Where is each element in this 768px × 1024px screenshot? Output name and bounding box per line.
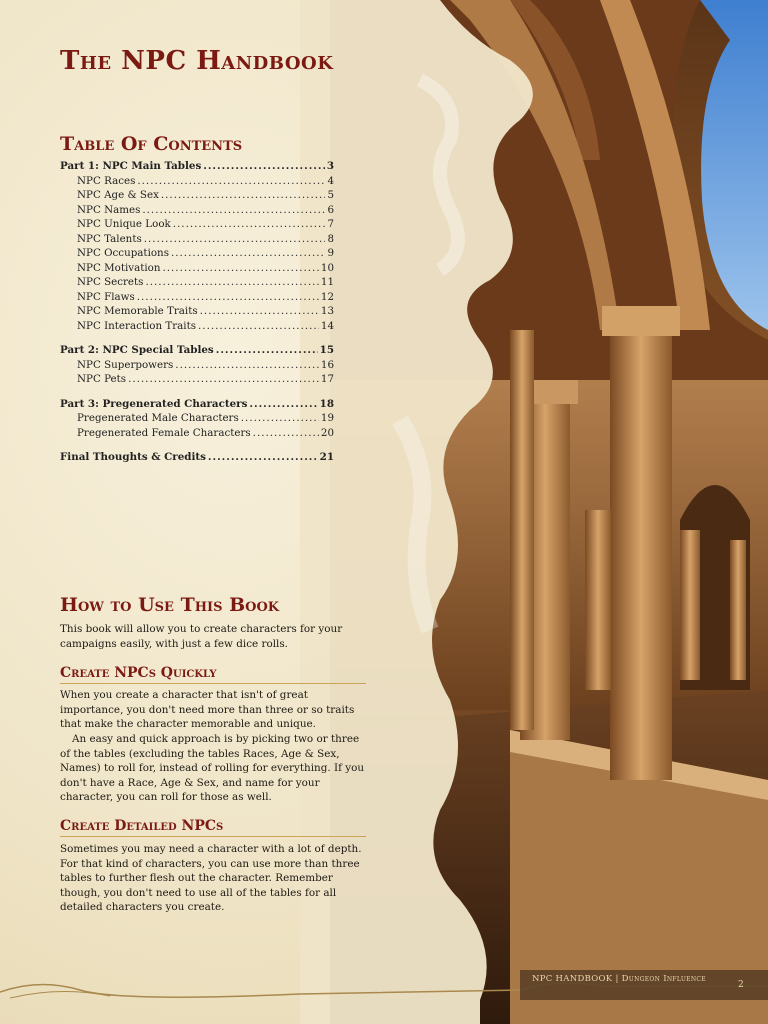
toc-item[interactable]: NPC Superpowers ..... 16 <box>60 359 334 374</box>
toc-part[interactable]: Final Thoughts & Credits ..... 21 <box>60 451 334 466</box>
how-to-heading: How to Use This Book <box>60 594 280 616</box>
document-title: The NPC Handbook <box>60 46 334 76</box>
detailed-heading: Create Detailed NPCs <box>60 818 366 837</box>
toc-item[interactable]: NPC Age & Sex ..... 5 <box>60 189 334 204</box>
quick-paragraph-2: An easy and quick approach is by picking two or three of the tables (excluding the tables Races, Age & Sex, Names) to roll for, instead of rolling for everything. If you don't have a Race, Age & Sex, and name for your character, you can roll for those as well. <box>60 733 365 804</box>
toc-part[interactable]: Part 1: NPC Main Tables ..... 3 <box>60 160 334 175</box>
toc-item[interactable]: NPC Unique Look ..... 7 <box>60 218 334 233</box>
toc-part[interactable]: Part 2: NPC Special Tables ..... 15 <box>60 344 334 359</box>
toc-item[interactable]: NPC Occupations ..... 9 <box>60 247 334 262</box>
quick-heading: Create NPCs Quickly <box>60 665 366 684</box>
toc-item[interactable]: Pregenerated Male Characters ..... 19 <box>60 412 334 427</box>
toc-item[interactable]: Pregenerated Female Characters ..... 20 <box>60 427 334 442</box>
toc-item[interactable]: NPC Motivation ..... 10 <box>60 262 334 277</box>
toc-item[interactable]: NPC Pets ..... 17 <box>60 373 334 388</box>
page-number: 2 <box>738 980 744 990</box>
toc-item[interactable]: NPC Races ..... 4 <box>60 175 334 190</box>
table-of-contents <box>60 160 334 466</box>
toc-item[interactable]: NPC Talents ..... 8 <box>60 233 334 248</box>
quick-paragraph-1: When you create a character that isn't of great importance, you don't need more than three or so traits that make the character memorable and unique. <box>60 689 355 731</box>
footer-text: NPC HANDBOOK | Dungeon Influence <box>532 974 706 984</box>
toc-heading: Table Of Contents <box>60 133 243 155</box>
toc-item[interactable]: NPC Names ..... 6 <box>60 204 334 219</box>
detailed-paragraph: Sometimes you may need a character with a lot of depth. For that kind of characters, you can use more than three tables to further flesh out the character. Remember though, you don't need to use all of the tables for all detailed characters you create. <box>60 843 362 914</box>
how-to-intro: This book will allow you to create characters for your campaigns easily, with just a few dice rolls. <box>60 623 343 650</box>
toc-item[interactable]: NPC Flaws ..... 12 <box>60 291 334 306</box>
toc-item[interactable]: NPC Memorable Traits ..... 13 <box>60 305 334 320</box>
toc-item[interactable]: NPC Secrets ..... 11 <box>60 276 334 291</box>
toc-item[interactable]: NPC Interaction Traits ..... 14 <box>60 320 334 335</box>
toc-part[interactable]: Part 3: Pregenerated Characters ..... 18 <box>60 398 334 413</box>
